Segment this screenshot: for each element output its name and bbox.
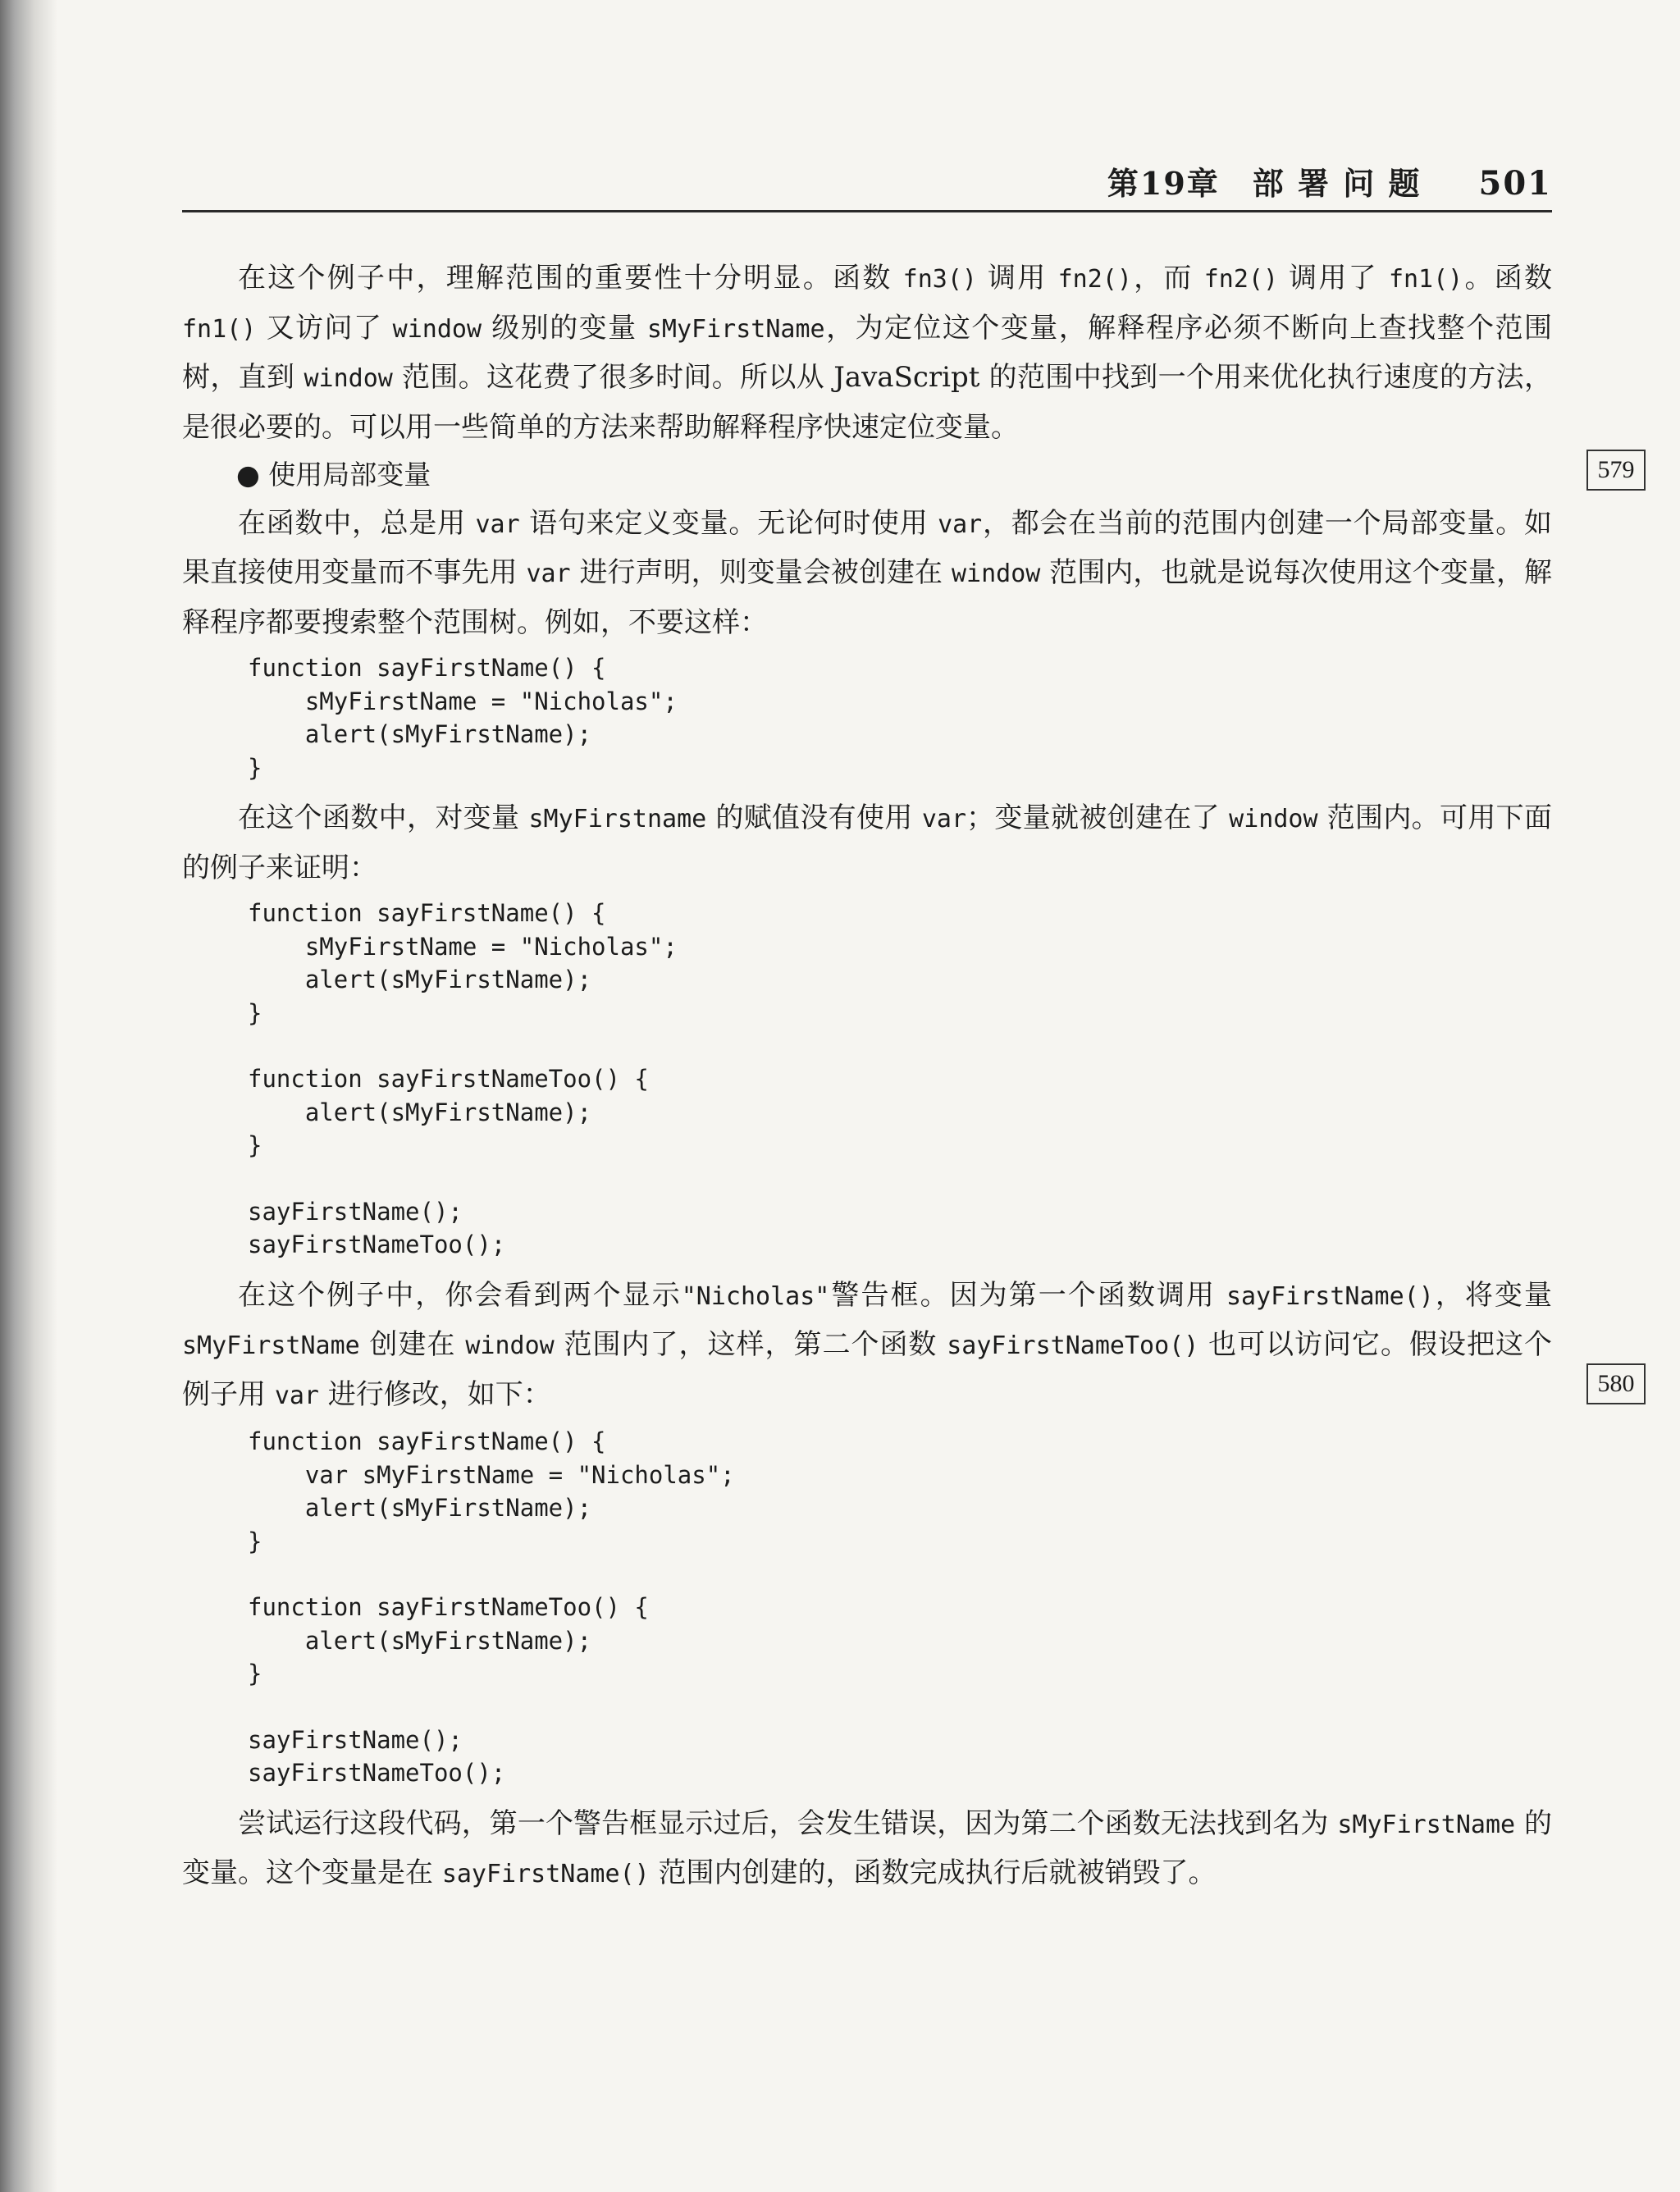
code-block-2a: function sayFirstName() { sMyFirstName = "Nicholas"; alert(sMyFirstName); } <box>248 899 678 1027</box>
book-spine-shadow <box>0 0 57 2192</box>
paragraph-1: 在这个例子中，理解范围的重要性十分明显。函数 fn3() 调用 fn2()，而 fn2() 调用了 fn1()。函数 fn1() 又访问了 window 级别的变量 sMyFirstName，为定位这个变量，解释程序必须不断向上查找整个范围树，直到 window 范围。这花费了很多时间。所以从 JavaScript 的范围中找到一个用来优化执行速度的方法，是很必要的。可以用一些简单的方法来帮助解释程序快速定位变量。 <box>182 262 1553 444</box>
margin-page-ref-580: 580 <box>1586 1363 1646 1404</box>
chapter-heading <box>1075 158 1552 203</box>
running-header <box>182 161 1552 212</box>
paragraph-5: 尝试运行这段代码，第一个警告框显示过后，会发生错误，因为第二个函数无法找到名为 sMyFirstName 的变量。这个变量是在 sayFirstName() 范围内创建的，函数完成执行后就被销毁了。 <box>182 1806 1552 1889</box>
chapter-number: 第19章 <box>1107 165 1220 202</box>
bullet-heading: ● 使用局部变量 <box>236 459 431 491</box>
paragraph-4: 在这个例子中，你会看到两个显示"Nicholas"警告框。因为第一个函数调用 sayFirstName()，将变量 sMyFirstName 创建在 window 范围内了，这样，第二个函数 sayFirstNameToo() 也可以访问它。假设把这个例子用 var 进行修改，如下： <box>182 1278 1553 1411</box>
code-block-3a: function sayFirstName() { var sMyFirstName = "Nicholas"; alert(sMyFirstName); } <box>248 1427 735 1555</box>
code-block-3c: sayFirstName(); sayFirstNameToo(); <box>248 1725 506 1787</box>
code-block-1: function sayFirstName() { sMyFirstName = "Nicholas"; alert(sMyFirstName); } <box>248 654 678 782</box>
paragraph-3: 在这个函数中，对变量 sMyFirstname 的赋值没有使用 var；变量就被创建在了 window 范围内。可用下面的例子来证明： <box>182 801 1552 884</box>
page-body <box>182 254 1552 1899</box>
code-block-2b: function sayFirstNameToo() { alert(sMyFirstName); } <box>248 1065 649 1159</box>
paragraph-2: 在函数中，总是用 var 语句来定义变量。无论何时使用 var，都会在当前的范围内创建一个局部变量。如果直接使用变量而不事先用 var 进行声明，则变量会被创建在 window 范围内，也就是说每次使用这个变量，解释程序都要搜索整个范围树。例如，不要这样： <box>182 506 1552 639</box>
chapter-title: 部 署 问 题 <box>1252 165 1422 202</box>
code-block-3b: function sayFirstNameToo() { alert(sMyFirstName); } <box>248 1593 649 1687</box>
page-number: 501 <box>1478 164 1552 203</box>
code-block-2c: sayFirstName(); sayFirstNameToo(); <box>248 1197 506 1258</box>
margin-page-ref-579: 579 <box>1586 450 1646 491</box>
